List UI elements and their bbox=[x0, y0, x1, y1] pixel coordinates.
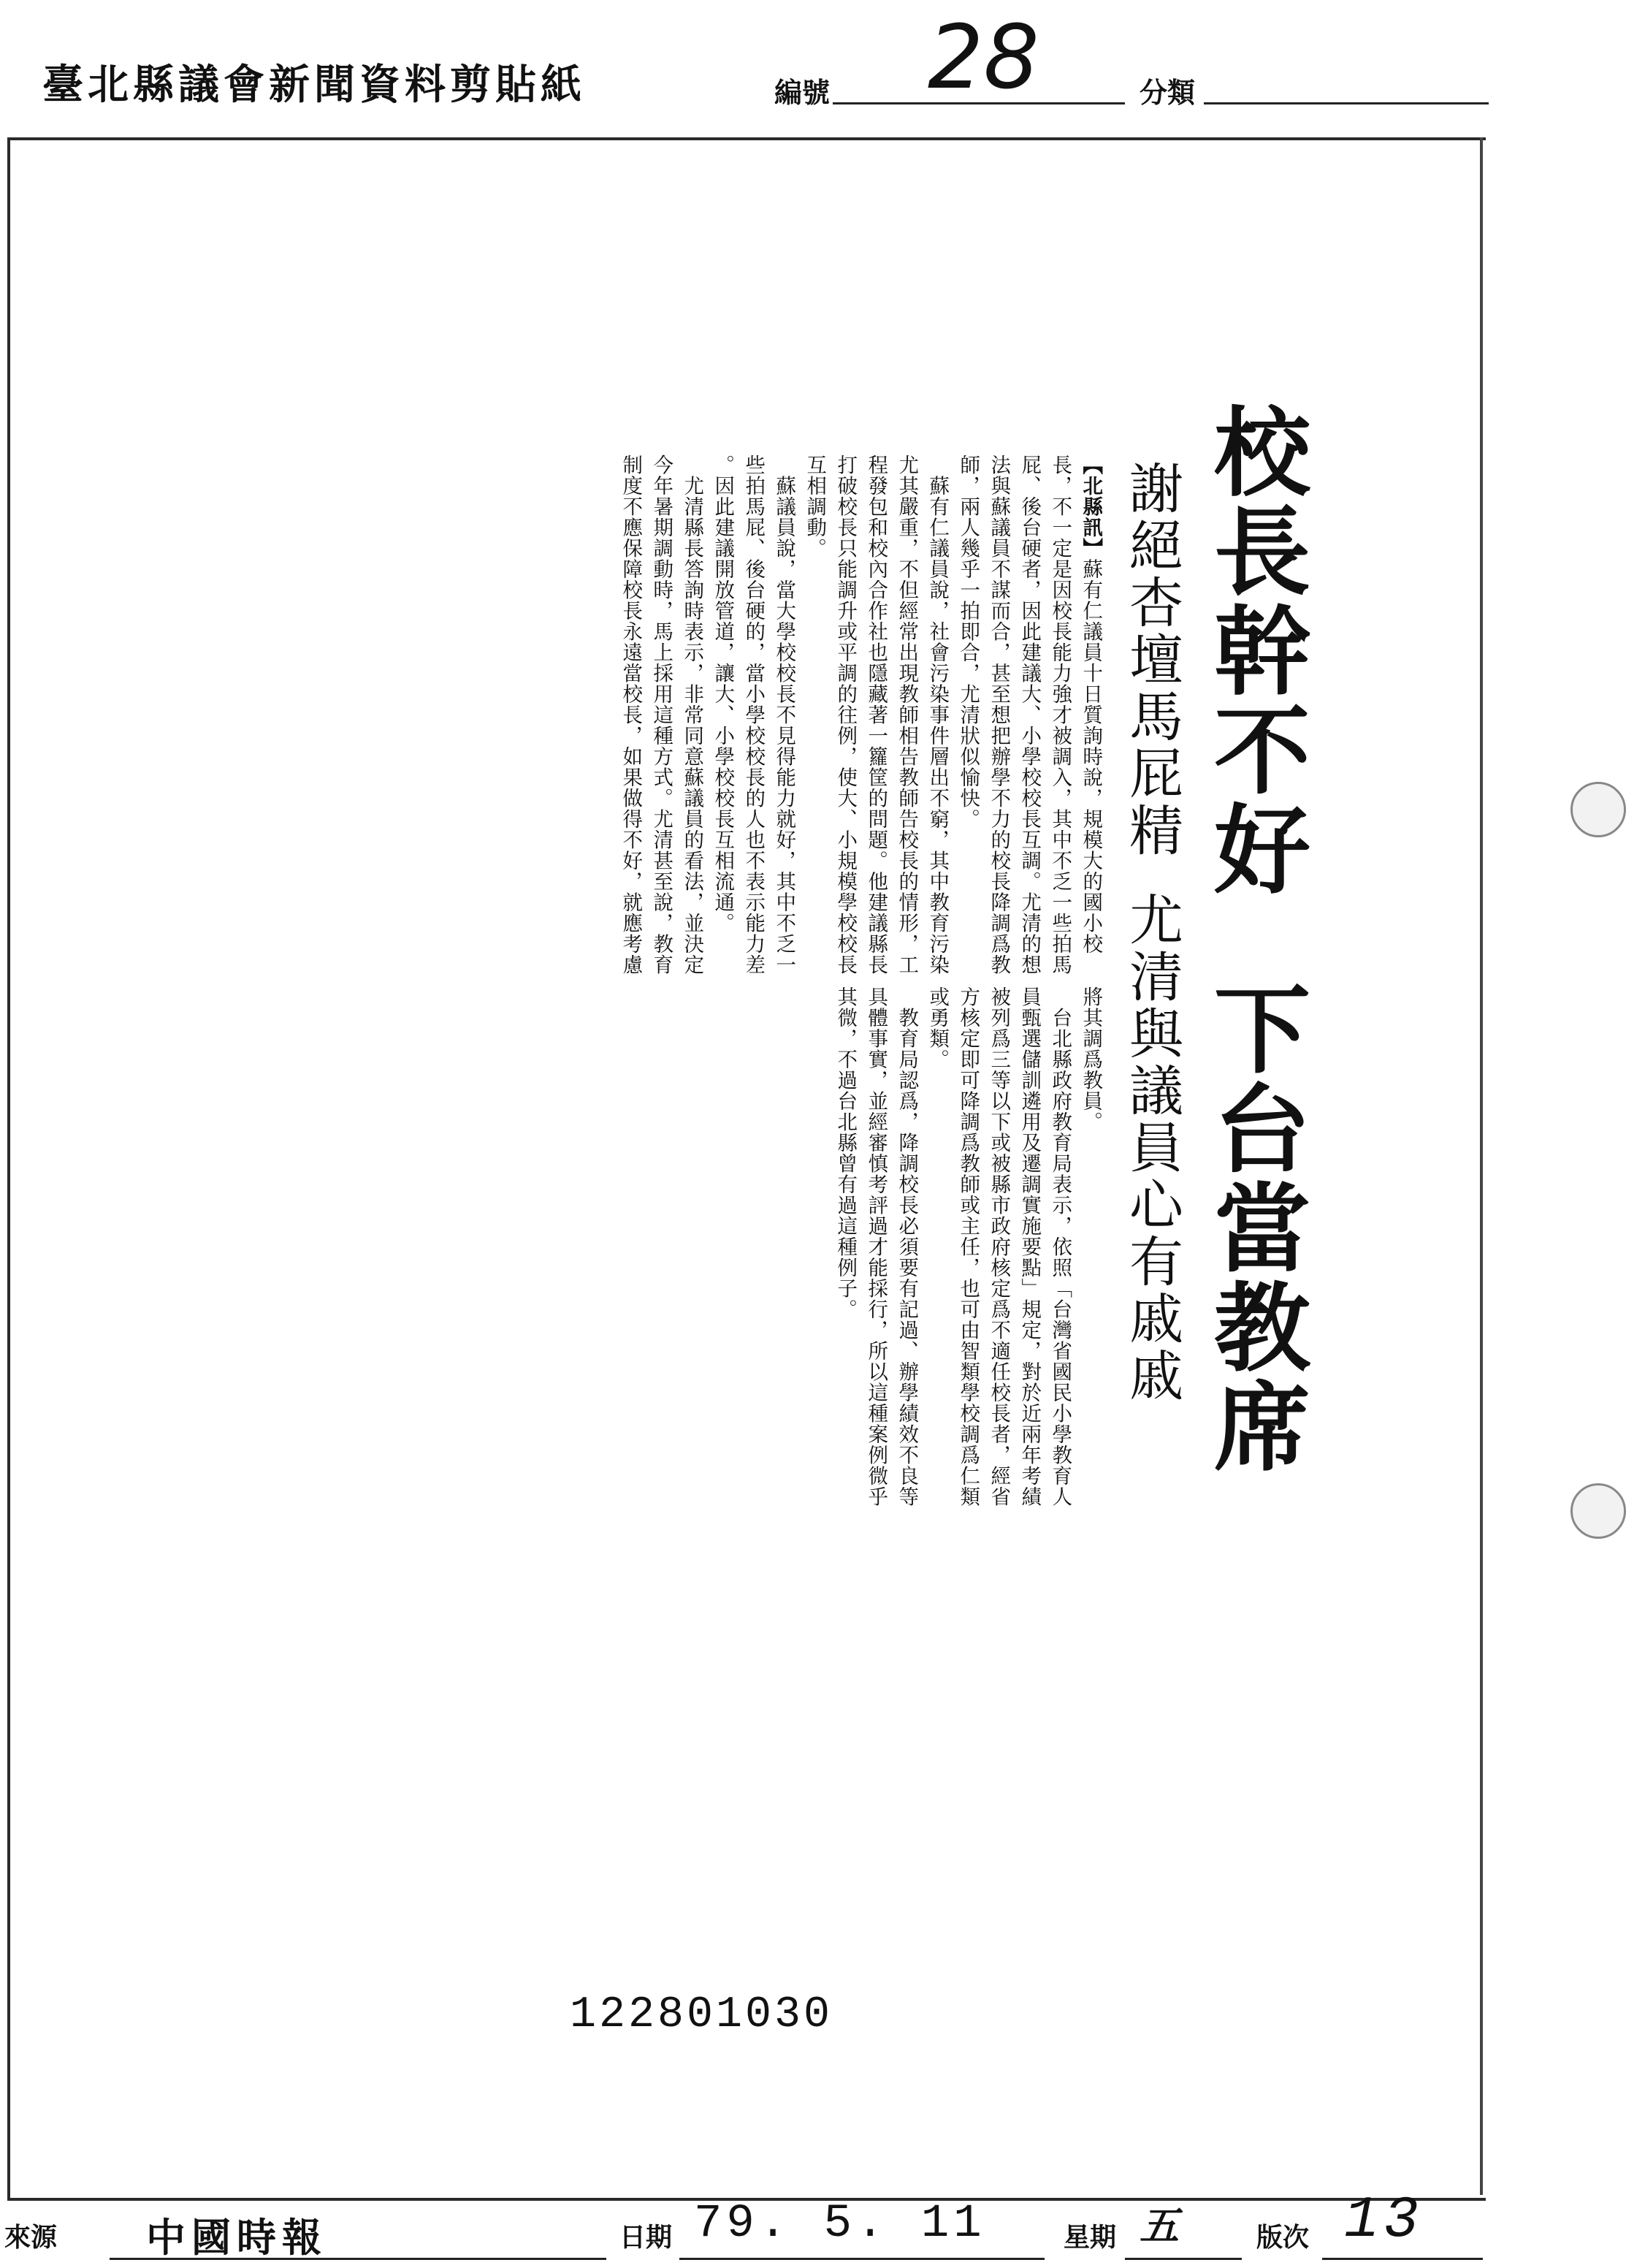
headline-part-2: 下台當教席 bbox=[1197, 979, 1310, 1476]
article-column: 師，兩人幾乎一拍即合，尤清狀似愉快。 bbox=[956, 454, 980, 829]
newspaper-clipping bbox=[453, 402, 1315, 1607]
source-label: 來源 bbox=[4, 2222, 58, 2253]
article-column: 屁、後台硬者，因此建議大、小學校校長互調。尤清的想 bbox=[1018, 454, 1042, 975]
edition-label: 版次 bbox=[1256, 2222, 1310, 2253]
date-value: 79. 5. 11 bbox=[694, 2198, 986, 2250]
article-column: 長，不一定是因校長能力強才被調入，其中不乏一些拍馬 bbox=[1048, 454, 1072, 975]
article-column: 蘇有仁議員說，社會污染事件層出不窮，其中教育污染 bbox=[925, 454, 950, 975]
weekday-value: 五 bbox=[1140, 2203, 1185, 2249]
form-title: 臺北縣議會新聞資料剪貼紙 bbox=[42, 61, 586, 109]
number-value: 28 bbox=[928, 7, 1039, 109]
article-column: 方核定即可降調爲教師或主任，也可由智類學校調爲仁類 bbox=[956, 986, 980, 1507]
article-column: 台北縣政府教育局表示，依照「台灣省國民小學教育人 bbox=[1048, 986, 1072, 1507]
article-column: 打破校長只能調升或平調的往例，使大、小規模學校校長 bbox=[833, 454, 858, 975]
article-column: 尤其嚴重，不但經常出現教師相告教師告校長的情形，工 bbox=[895, 454, 919, 975]
article-column: 將其調爲教員。 bbox=[1079, 986, 1103, 1133]
dateline-tag: 【北縣訊】 bbox=[1079, 454, 1103, 559]
frame-right-edge bbox=[1480, 137, 1483, 2195]
article-column: 教育局認爲，降調校長必須要有記過、辦學績效不良等 bbox=[895, 986, 919, 1507]
date-line bbox=[679, 2258, 1045, 2260]
binder-hole bbox=[1570, 1483, 1626, 1539]
subheadline-part-1: 謝絕杏壇馬屁精 bbox=[1121, 460, 1183, 859]
article-column: 或勇類。 bbox=[925, 986, 950, 1070]
article-column: 蘇議員說，當大學校校長不見得能力就好，其中不乏一 bbox=[772, 454, 796, 975]
article-column: 其微，不過台北縣曾有過這種例子。 bbox=[833, 986, 858, 1320]
article-column: 今年暑期調動時，馬上採用這種方式。尤清甚至說，教育 bbox=[649, 454, 673, 975]
article-column: 。因此建議開放管道，讓大、小學校校長互相流通。 bbox=[711, 454, 735, 934]
weekday-label: 星期 bbox=[1064, 2222, 1117, 2253]
article-column: 具體事實，並經審慎考評過才能採行，所以這種案例微乎 bbox=[864, 986, 888, 1507]
edition-line bbox=[1322, 2258, 1483, 2260]
article-column: 制度不應保障校長永遠當校長，如果做得不好，就應考慮 bbox=[619, 454, 643, 975]
article-column: 被列爲三等以下或被縣市政府核定爲不適任校長者，經省 bbox=[987, 986, 1011, 1507]
article-column: 程發包和校內合作社也隱藏著一籮筐的問題。他建議縣長 bbox=[864, 454, 888, 975]
category-label: 分類 bbox=[1140, 76, 1196, 109]
weekday-line bbox=[1125, 2258, 1242, 2260]
article-column: 法與蘇議員不謀而合，甚至想把辦學不力的校長降調爲教 bbox=[987, 454, 1011, 975]
source-value: 中國時報 bbox=[146, 2214, 327, 2261]
number-label: 編號 bbox=[774, 76, 831, 109]
category-line bbox=[1204, 102, 1489, 104]
article-column: 互相調動。 bbox=[803, 454, 827, 559]
date-label: 日期 bbox=[619, 2222, 673, 2253]
source-line bbox=[110, 2258, 606, 2260]
headline-part-1: 校長幹不好 bbox=[1197, 402, 1310, 899]
article-lead bbox=[1075, 454, 1105, 954]
article-column: 尤清縣長答詢時表示，非常同意蘇議員的看法，並決定 bbox=[680, 454, 704, 975]
subheadline-part-2: 尤清與議員心有戚戚 bbox=[1121, 891, 1183, 1404]
article-column: 些拍馬屁、後台硬的，當小學校校長的人也不表示能力差 bbox=[741, 454, 766, 975]
article-column: 員甄選儲訓遴用及遷調實施要點」規定，對於近兩年考績 bbox=[1018, 986, 1042, 1507]
lead-text: 蘇有仁議員十日質詢時說，規模大的國小校 bbox=[1079, 558, 1103, 954]
binder-hole bbox=[1570, 782, 1626, 837]
edition-value: 13 bbox=[1344, 2188, 1424, 2254]
archive-number-stamp: 122801030 bbox=[570, 1990, 833, 2040]
